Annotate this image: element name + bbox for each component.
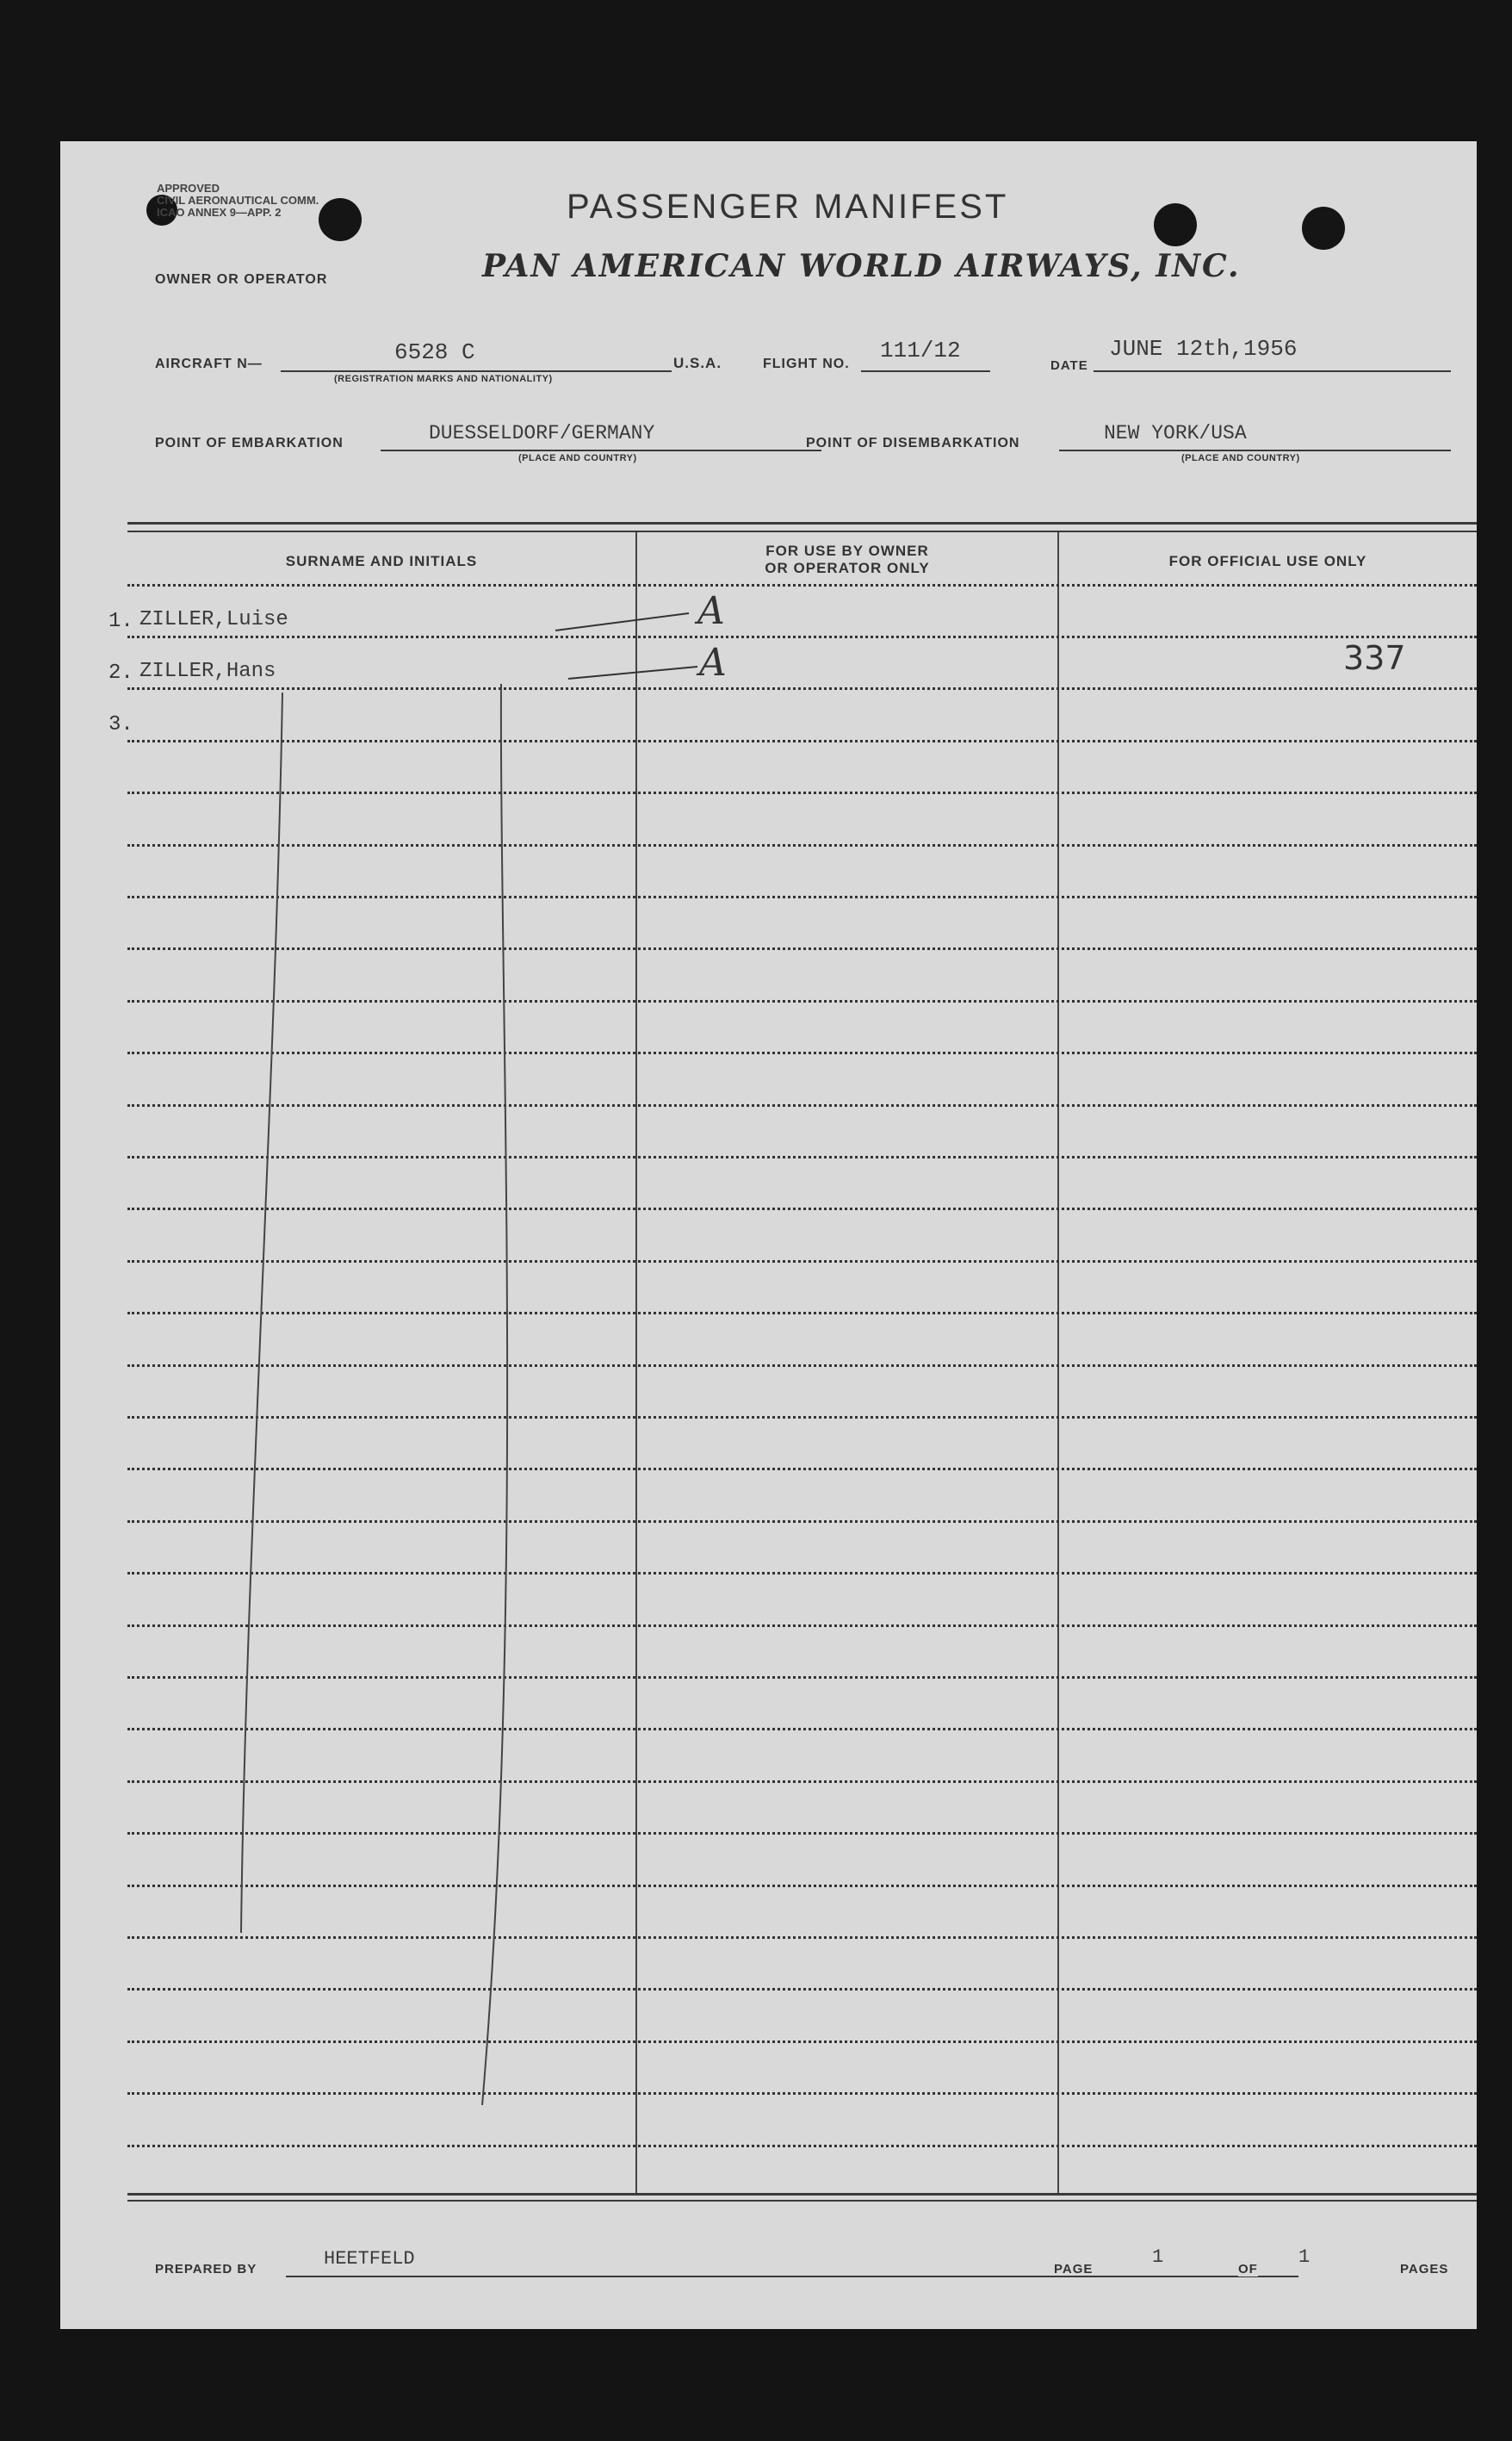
form-title: PASSENGER MANIFEST (567, 188, 1009, 226)
owner-operator-label: OWNER OR OPERATOR (155, 272, 328, 287)
page-underline (1100, 2276, 1298, 2277)
pen-strokes (60, 141, 1477, 2329)
disembark-caption: (PLACE AND COUNTRY) (1181, 453, 1300, 463)
disembark-label: POINT OF DISEMBARKATION (806, 436, 1020, 450)
prepared-by-label: PREPARED BY (155, 2262, 257, 2276)
embark-label: POINT OF EMBARKATION (155, 436, 344, 450)
flight-label: FLIGHT NO. (763, 357, 850, 371)
row-1-name: ZILLER,Luise (139, 608, 288, 631)
row-2-name: ZILLER,Hans (139, 660, 276, 683)
date-value: JUNE 12th,1956 (1109, 336, 1298, 362)
manifest-form (60, 141, 1477, 2329)
approval-line-2: CIVIL AERONAUTICAL COMM. (157, 194, 319, 207)
aircraft-value: 6528 C (394, 339, 475, 365)
aircraft-label: AIRCRAFT N— (155, 357, 263, 371)
of-label: OF (1238, 2262, 1258, 2276)
row-1-number: 1. (108, 610, 133, 633)
prepared-by-underline (286, 2276, 1104, 2277)
registration-caption: (REGISTRATION MARKS AND NATIONALITY) (334, 374, 553, 384)
table-bottom-rule-2 (127, 2200, 1477, 2202)
row-2-official-number: 337 (1343, 639, 1406, 677)
row-3-number: 3. (108, 713, 133, 736)
nationality-label: U.S.A. (673, 355, 722, 371)
pages-label: PAGES (1400, 2262, 1449, 2276)
embark-caption: (PLACE AND COUNTRY) (518, 453, 637, 463)
embark-value: DUESSELDORF/GERMANY (429, 422, 655, 444)
col-header-owner: FOR USE BY OWNER OR OPERATOR ONLY (765, 543, 930, 576)
prepared-by-value: HEETFELD (324, 2248, 415, 2270)
row-1-owner-mark: A (697, 589, 725, 633)
page-label: PAGE (1054, 2262, 1094, 2276)
row-2-owner-mark: A (699, 641, 727, 685)
col-header-surname: SURNAME AND INITIALS (285, 553, 478, 569)
page-value: 1 (1152, 2246, 1164, 2268)
company-name: PAN AMERICAN WORLD AIRWAYS, INC. (482, 248, 1241, 284)
of-value: 1 (1298, 2246, 1311, 2268)
flight-value: 111/12 (880, 338, 961, 363)
approval-line-3: ICAO ANNEX 9—APP. 2 (157, 206, 282, 219)
approval-line-1: APPROVED (157, 182, 220, 195)
table-bottom-rule-1 (127, 2193, 1477, 2196)
date-label: DATE (1050, 358, 1088, 373)
row-2-number: 2. (108, 661, 133, 685)
disembark-value: NEW YORK/USA (1104, 422, 1247, 444)
col-header-official: FOR OFFICIAL USE ONLY (1168, 553, 1367, 569)
